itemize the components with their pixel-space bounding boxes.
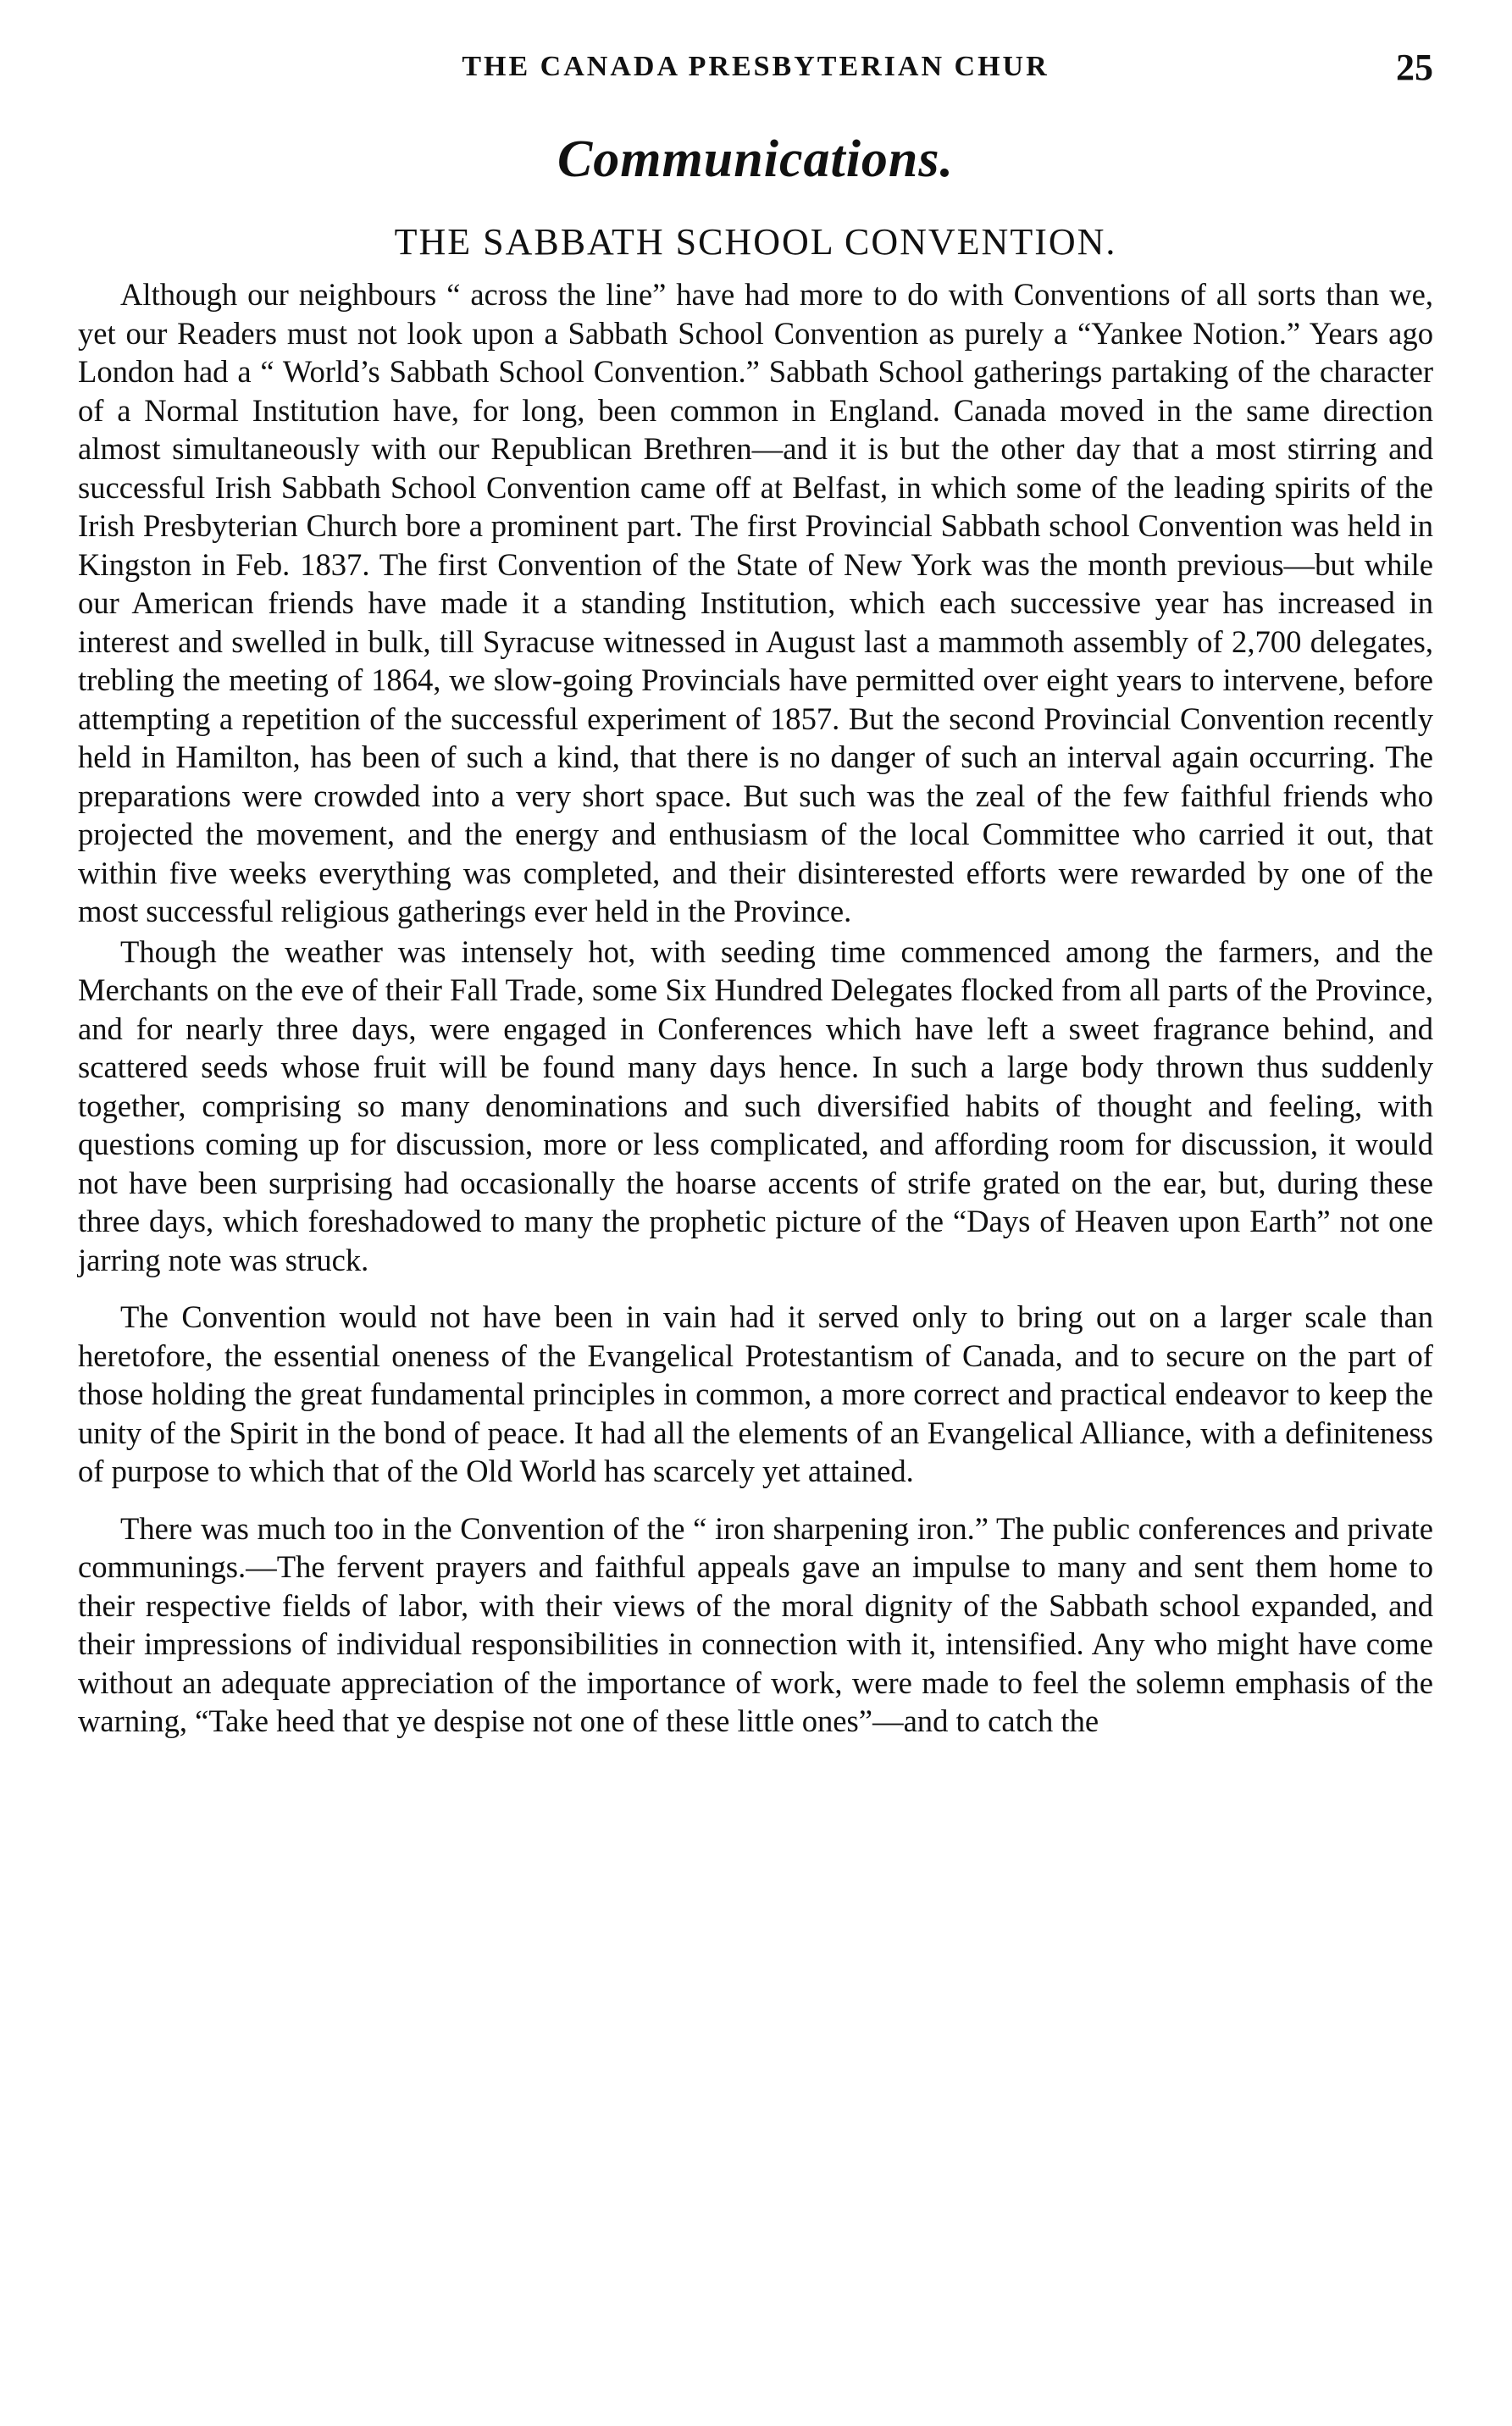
page-number: 25 bbox=[1396, 47, 1433, 88]
paragraph-4: There was much too in the Convention of the “ iron sharpening iron.” The public conferences and private communings.—The fervent prayers and faithful appeals gave an impulse to many and sent them home to their respective fields of labor, with their views of the moral dignity of the Sabbath school expanded, and their impressions of individual responsibilities in connection with it, intensified. Any who might have come without an adequate appreciation of the importance of work, were made to feel the solemn emphasis of the warning, “Take heed that ye despise not one of these little ones”—and to catch the bbox=[78, 1510, 1433, 1739]
article-body bbox=[78, 275, 1433, 1741]
paragraph-1: Although our neighbours “ across the line” have had more to do with Conventions of all sorts than we, yet our Readers must not look upon a Sabbath School Convention as purely a “Yankee Notion.” Years ago London had a “ World’s Sabbath School Convention.” Sabbath School gatherings partaking of the character of a Normal Institution have, for long, been common in England. Canada moved in the same direction almost simultaneously with our Republican Brethren—and it is but the other day that a most stirring and successful Irish Sabbath School Convention came off at Belfast, in which some of the leading spirits of the Irish Presbyterian Church bore a prominent part. The first Provincial Sabbath school Convention was held in Kingston in Feb. 1837. The first Convention of the State of New York was the month previous—but while our American friends have made it a standing Institution, which each successive year has increased in interest and swelled in bulk, till Syracuse witnessed in August last a mammoth assembly of 2,700 delegates, trebling the meeting of 1864, we slow-going Provincials have permitted over eight years to intervene, before attempting a repetition of the successful experiment of 1857. But the second Provincial Convention recently held in Hamilton, has been of such a kind, that there is no danger of such an interval again occurring. The preparations were crowded into a very short space. But such was the zeal of the few faithful friends who projected the movement, and the energy and enthusiasm of the local Committee who carried it out, that within five weeks everything was completed, and their disinterested efforts were rewarded by one of the most successful religious gatherings ever held in the Province. bbox=[78, 277, 1433, 929]
article-title: THE SABBATH SCHOOL CONVENTION. bbox=[394, 221, 1117, 263]
page bbox=[78, 47, 1433, 1741]
running-title: THE CANADA PRESBYTERIAN CHUR bbox=[462, 51, 1050, 82]
running-head bbox=[78, 47, 1433, 98]
paragraph-3: The Convention would not have been in vain had it served only to bring out on a larger scale than heretofore, the essential oneness of the Evangelical Protestantism of Canada, and to secure on the part of those holding the great fundamental principles in common, a more correct and practical endeavor to keep the unity of the Spirit in the bond of peace. It had all the elements of an Evangelical Alliance, with a definiteness of purpose to which that of the Old World has scarcely yet attained. bbox=[78, 1299, 1433, 1489]
section-title: Communications. bbox=[557, 130, 955, 188]
paragraph-2: Though the weather was intensely hot, with seeding time commenced among the farmers, and the Merchants on the eve of their Fall Trade, some Six Hundred Delegates flocked from all parts of the Province, and for nearly three days, were engaged in Conferences which have left a sweet fragrance behind, and scattered seeds whose fruit will be found many days hence. In such a large body thrown thus suddenly together, comprising so many denominations and such diversified habits of thought and feeling, with questions coming up for discussion, more or less complicated, and affording room for discussion, it would not have been surprising had occasionally the hoarse accents of strife grated on the ear, but, during these three days, which foreshadowed to many the prophetic picture of the “Days of Heaven upon Earth” not one jarring note was struck. bbox=[78, 933, 1433, 1277]
